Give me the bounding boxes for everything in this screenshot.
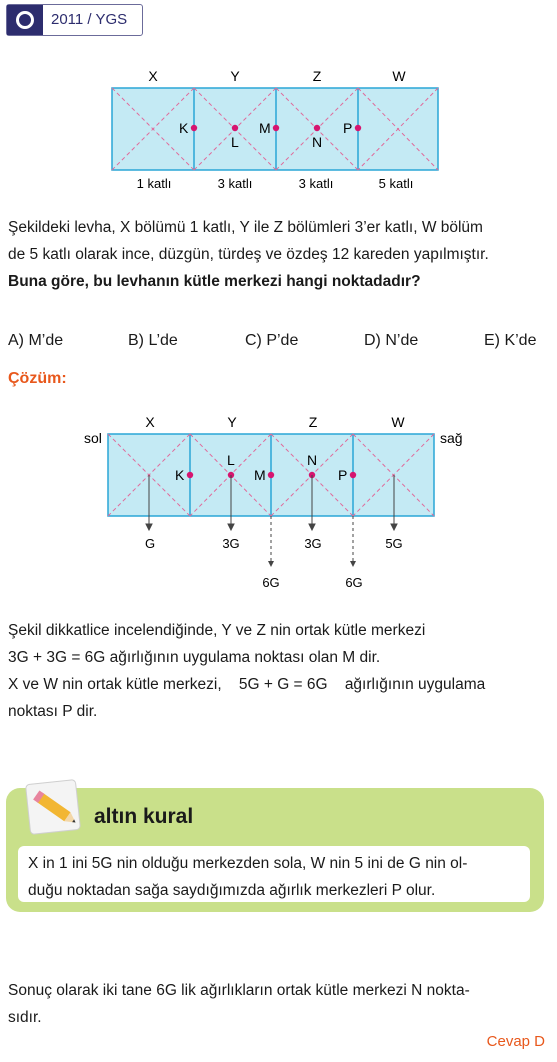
conclusion-line-1: Sonuç olarak iki tane 6G lik ağırlıkların ortak kütle merkezi N nokta- bbox=[8, 982, 470, 999]
choice-e[interactable]: E) K’de bbox=[484, 332, 537, 349]
circle-icon bbox=[7, 5, 43, 35]
fig2-label-m: M bbox=[254, 467, 266, 483]
conclusion-line-2: sıdır. bbox=[8, 1009, 42, 1026]
figure-plate-solution bbox=[0, 408, 557, 598]
fig2-right-label: sağ bbox=[440, 430, 463, 446]
explanation-line-1: Şekil dikkatlice incelendiğinde, Y ve Z nin ortak kütle merkezi bbox=[8, 622, 426, 639]
fig1-col-x: X bbox=[148, 68, 158, 84]
fig2-col-x: X bbox=[145, 414, 155, 430]
fig2-weight-z: 3G bbox=[304, 536, 322, 551]
choice-d[interactable]: D) N’de bbox=[364, 332, 419, 349]
fig2-combined-p: 6G bbox=[345, 575, 363, 590]
fig2-combined-m: 6G bbox=[262, 575, 280, 590]
explanation-line-3: X ve W nin ortak kütle merkezi, 5G + G = 6G ağırlığının uygulama bbox=[8, 676, 486, 693]
answer-label: Cevap D bbox=[486, 1033, 545, 1050]
fig1-label-p: P bbox=[343, 120, 353, 136]
fig2-col-y: Y bbox=[227, 414, 237, 430]
golden-rule-line-2: duğu noktadan sağa saydığımızda ağırlık merkezleri P olur. bbox=[28, 882, 436, 899]
fig1-point-p bbox=[355, 125, 361, 131]
fig2-label-p: P bbox=[338, 467, 348, 483]
header-label: 2011 / YGS bbox=[51, 11, 128, 28]
fig2-point-m bbox=[268, 472, 274, 478]
choice-a[interactable]: A) M’de bbox=[8, 332, 64, 349]
fig1-point-l bbox=[232, 125, 238, 131]
solution-label: Çözüm: bbox=[8, 370, 67, 387]
fig1-col-z: Z bbox=[312, 68, 322, 84]
golden-rule-title: altın kural bbox=[94, 805, 194, 828]
fig2-label-k: K bbox=[175, 467, 185, 483]
fig1-bottom-w: 5 katlı bbox=[378, 176, 414, 191]
fig1-col-w: W bbox=[392, 68, 406, 84]
fig2-weight-y: 3G bbox=[222, 536, 240, 551]
conclusion-text bbox=[8, 977, 553, 1031]
figure-plate-question bbox=[0, 60, 557, 200]
fig1-bottom-x: 1 katlı bbox=[136, 176, 172, 191]
fig1-point-n bbox=[314, 125, 320, 131]
fig1-bottom-z: 3 katlı bbox=[298, 176, 334, 191]
fig2-col-z: Z bbox=[308, 414, 318, 430]
explanation-line-2: 3G + 3G = 6G ağırlığının uygulama noktası olan M dir. bbox=[8, 649, 381, 666]
golden-rule-line-1: X in 1 ini 5G nin olduğu merkezden sola, W nin 5 ini de G nin ol- bbox=[28, 855, 468, 872]
fig2-col-w: W bbox=[391, 414, 405, 430]
explanation-text bbox=[8, 617, 553, 725]
explanation-line-4: noktası P dir. bbox=[8, 703, 98, 720]
fig2-label-n: N bbox=[307, 452, 318, 468]
question-line-2: de 5 katlı olarak ince, düzgün, türdeş ve özdeş 12 kareden yapılmıştır. bbox=[8, 246, 489, 263]
fig2-point-k bbox=[187, 472, 193, 478]
fig1-label-n: N bbox=[312, 134, 323, 150]
choice-b[interactable]: B) L’de bbox=[128, 332, 178, 349]
fig2-weight-x: G bbox=[144, 536, 156, 551]
fig1-label-m: M bbox=[259, 120, 271, 136]
header-tab bbox=[6, 4, 143, 36]
fig2-left-label: sol bbox=[84, 430, 102, 446]
fig1-col-y: Y bbox=[230, 68, 240, 84]
question-line-1: Şekildeki levha, X bölümü 1 katlı, Y ile Z bölümleri 3’er katlı, W bölüm bbox=[8, 219, 483, 236]
fig2-label-l: L bbox=[227, 452, 235, 468]
fig1-point-k bbox=[191, 125, 197, 131]
fig1-column-labels bbox=[148, 68, 406, 84]
question-text bbox=[8, 214, 553, 295]
choice-c[interactable]: C) P’de bbox=[245, 332, 299, 349]
pencil-note-icon bbox=[22, 778, 86, 838]
fig1-label-k: K bbox=[179, 120, 189, 136]
fig1-point-m bbox=[273, 125, 279, 131]
golden-rule-text bbox=[28, 850, 530, 904]
fig2-weight-w: 5G bbox=[385, 536, 403, 551]
fig1-bottom-y: 3 katlı bbox=[217, 176, 253, 191]
fig2-point-p bbox=[350, 472, 356, 478]
fig1-label-l: L bbox=[231, 134, 239, 150]
question-bold: Buna göre, bu levhanın kütle merkezi hangi noktadadır? bbox=[8, 273, 421, 290]
